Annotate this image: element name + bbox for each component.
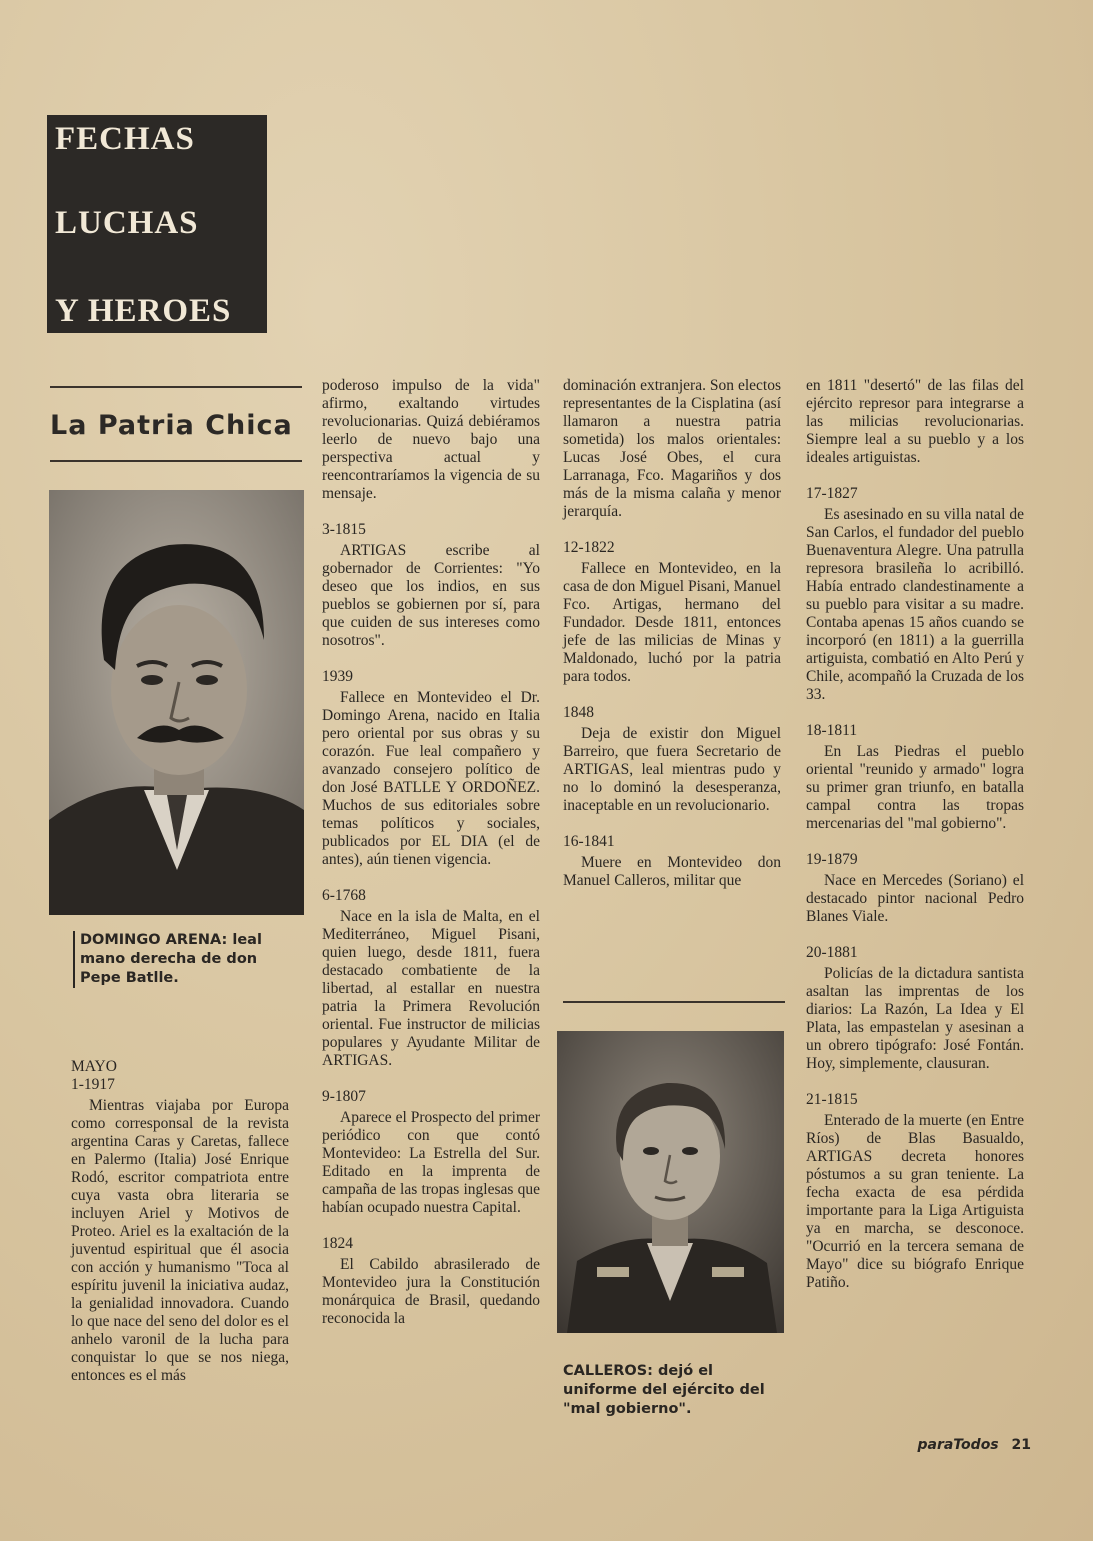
section-rule-top bbox=[50, 386, 302, 388]
entry-date: 19-1879 bbox=[806, 851, 858, 868]
entry-date: 1-1917 bbox=[71, 1076, 115, 1093]
entry-text: Aparece el Prospecto del primer periódico con que contó Montevideo: La Estrella del Sur. Editado en la imprenta de campaña de las tropas inglesas que habían ocupado nuestra Capital. bbox=[322, 1109, 540, 1216]
entry-date: 1848 bbox=[563, 704, 594, 721]
portrait-photo-icon bbox=[49, 490, 304, 915]
magazine-name: paraTodos bbox=[917, 1437, 999, 1453]
entry-text: Muere en Montevideo don Manuel Calleros, militar que bbox=[563, 854, 781, 889]
page-number: 21 bbox=[1011, 1437, 1031, 1453]
page-footer bbox=[917, 1437, 1031, 1453]
calleros-portrait bbox=[557, 1031, 784, 1333]
section-title: La Patria Chica bbox=[50, 410, 293, 441]
entry-text: Es asesinado en su villa natal de San Carlos, el fundador del pueblo Buenaventura Alegre. Una patrulla represora brasileña lo acribilló. Había entrado clandestinamente a su pueblo para visitar a su madre. Contaba apenas 15 años cuando se incorporó (en 1811) a la guerrilla artiguista, combatió en Alto Perú y Chile, acompañó la Cruzada de los 33. bbox=[806, 506, 1024, 703]
entry-date: 20-1881 bbox=[806, 944, 858, 961]
entry-date: 17-1827 bbox=[806, 485, 858, 502]
caption-domingo-arena: DOMINGO ARENA: leal mano derecha de don Pepe Batlle. bbox=[73, 931, 290, 988]
entry-date: 9-1807 bbox=[322, 1088, 366, 1105]
entry-text: Mientras viajaba por Europa como corresponsal de la revista argentina Caras y Caretas, fallece en Palermo (Italia) José Enrique Rodó, escritor compatriota entre cuya vasta obra literaria se incluyen Ariel y Motivos de Proteo. Ariel es la exaltación de la juventud espiritual que él asocia con acción y humanismo "Toca al espíritu juvenil la iniciativa audaz, la genialidad innovadora. Cuando lo que nace del seno del dolor es el anhelo varonil de la lucha para conquistar lo que se nos niega, entonces es el más bbox=[71, 1097, 289, 1384]
entry-date: 6-1768 bbox=[322, 887, 366, 904]
entry-date: 16-1841 bbox=[563, 833, 615, 850]
caption-calleros: CALLEROS: dejó el uniforme del ejército del "mal gobierno". bbox=[563, 1363, 765, 1417]
section-rule-bottom bbox=[50, 460, 302, 462]
entry-text: Fallece en Montevideo el Dr. Domingo Arena, nacido en Italia pero oriental por sus obras y su corazón. Fue leal compañero y avanzado consejero político de don José BATLLE Y ORDOÑEZ. Muchos de sus editoriales sobre temas políticos y sociales, publicados por EL DIA (el de antes), aún tienen vigencia. bbox=[322, 689, 540, 868]
continued-text: poderoso impulso de la vida" afirmo, exaltando virtudes revolucionarias. Quizá debiéramos leerlo de nuevo bajo una perspectiva actual y reencontraríamos la vigencia de su mensaje. bbox=[322, 377, 540, 502]
entry-text: Enterado de la muerte (en Entre Ríos) de Blas Basualdo, ARTIGAS decreta honores póstumos a su gran teniente. La fecha exacta de esa pérdida importante para la Liga Artiguista ya en marcha, se desconoce. "Ocurrió en la tercera semana de Mayo" dice su biógrafo Enrique Patiño. bbox=[806, 1112, 1024, 1291]
column-1 bbox=[71, 1040, 289, 1385]
title-line-luchas: LUCHAS bbox=[55, 205, 199, 241]
column-4 bbox=[806, 377, 1024, 1292]
entry-text: Deja de existir don Miguel Barreiro, que fuera Secretario de ARTIGAS, leal mientras pudo y no lo dominó la desesperanza, inaceptable en un revolucionario. bbox=[563, 725, 781, 814]
entry-text: El Cabildo abrasilerado de Montevideo jura la Constitución monárquica de Brasil, quedando reconocida la bbox=[322, 1256, 540, 1327]
column-3 bbox=[563, 377, 781, 890]
entry-text: Fallece en Montevideo, en la casa de don Miguel Pisani, Manuel Fco. Artigas, hermano del Fundador. Desde 1811, entonces jefe de las milicias de Minas y Maldonado, luchó por la patria para todos. bbox=[563, 560, 781, 685]
entry-date: 21-1815 bbox=[806, 1091, 858, 1108]
photo2-rule bbox=[563, 1001, 785, 1003]
entry-text: Nace en Mercedes (Soriano) el destacado pintor nacional Pedro Blanes Viale. bbox=[806, 872, 1024, 925]
entry-text: ARTIGAS escribe al gobernador de Corrientes: "Yo deseo que los indios, en sus pueblos se gobiernen por sí, para que cuiden de sus intereses como nosotros". bbox=[322, 542, 540, 649]
entry-date: 12-1822 bbox=[563, 539, 615, 556]
entry-date: 1939 bbox=[322, 668, 353, 685]
month-heading: MAYO bbox=[71, 1058, 117, 1075]
entry-text: Policías de la dictadura santista asaltan las imprentas de los diarios: La Razón, La Idea y El Plata, las empastelan y asesinan a un obrero tipógrafo: José Fontán. Hoy, simplemente, clausuran. bbox=[806, 965, 1024, 1072]
portrait-painting-icon bbox=[557, 1031, 784, 1333]
entry-date: 18-1811 bbox=[806, 722, 858, 739]
title-block bbox=[47, 115, 267, 333]
entry-text: Nace en la isla de Malta, en el Mediterráneo, Miguel Pisani, quien luego, desde 1811, fuera destacado combatiente de la libertad, al estallar en nuestra patria la Primera Revolución oriental. Fue instructor de milicias populares y Ayudante Militar de ARTIGAS. bbox=[322, 908, 540, 1069]
domingo-arena-photo bbox=[49, 490, 304, 915]
entry-date: 3-1815 bbox=[322, 521, 366, 538]
continued-text: dominación extranjera. Son electos representantes de la Cisplatina (así llamaron a nuestra patria sometida) los malos orientales: Lucas José Obes, el cura Larranaga, Fco. Magariños y dos más de la misma calaña y menor jerarquía. bbox=[563, 377, 781, 520]
entry-date: 1824 bbox=[322, 1235, 353, 1252]
column-2 bbox=[322, 377, 540, 1328]
continued-text: en 1811 "desertó" de las filas del ejército represor para integrarse a las milicias revolucionarias. Siempre leal a su pueblo y a los ideales artiguistas. bbox=[806, 377, 1024, 466]
title-line-fechas: FECHAS bbox=[55, 121, 195, 157]
entry-text: En Las Piedras el pueblo oriental "reunido y armado" logra su primer gran triunfo, en batalla campal contra las tropas mercenarias del "mal gobierno". bbox=[806, 743, 1024, 832]
title-line-heroes: Y HEROES bbox=[55, 293, 232, 329]
